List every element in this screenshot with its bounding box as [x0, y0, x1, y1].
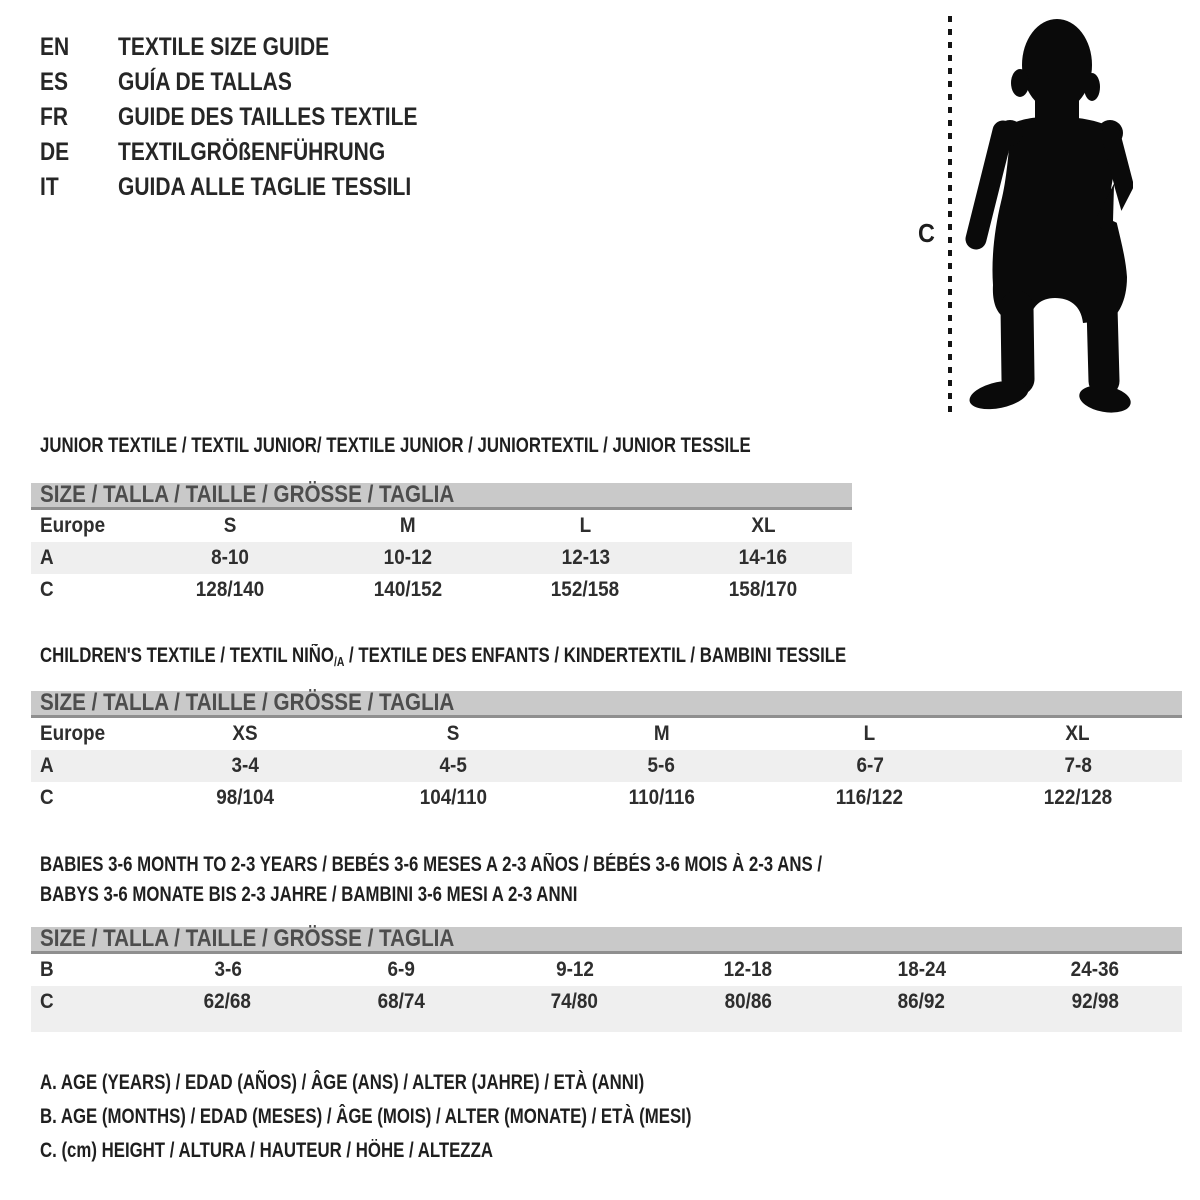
table-cell: 8-10 [210, 546, 249, 569]
size-header-label: SIZE / TALLA / TAILLE / GRÖSSE / TAGLIA [40, 925, 455, 952]
row-label: Europe [40, 722, 106, 745]
table-cell: 110/116 [628, 786, 695, 809]
table-row [31, 954, 1182, 986]
row-label: C [40, 786, 54, 809]
table-row [31, 986, 1182, 1032]
row-label: A [40, 754, 54, 777]
table-cell: 4-5 [439, 754, 467, 777]
language-code: IT [40, 173, 59, 201]
table-cell: 7-8 [1064, 754, 1092, 777]
table-cell: 116/122 [836, 786, 904, 809]
size-table [31, 691, 1182, 814]
table-cell: S [446, 722, 460, 745]
table-cell: 3-4 [231, 754, 259, 777]
guide-title: GUIDA ALLE TAGLIE TESSILI [118, 173, 412, 201]
section-title-line: BABYS 3-6 MONATE BIS 2-3 JAHRE / BAMBINI 3-6 MESI A 2-3 ANNI [40, 883, 578, 906]
table-row [31, 782, 1182, 814]
language-row [40, 170, 475, 205]
language-row [40, 30, 475, 65]
table-cell: 10-12 [383, 546, 432, 569]
size-header-bar [31, 691, 1182, 718]
table-cell: 62/68 [204, 990, 252, 1013]
table-row [31, 542, 852, 574]
table-cell: 5-6 [647, 754, 676, 777]
table-row [31, 510, 852, 542]
row-label: B [40, 958, 54, 981]
table-cell: 68/74 [377, 990, 425, 1013]
table-cell: 86/92 [898, 990, 946, 1013]
table-cell: 18-24 [897, 958, 946, 981]
language-row [40, 100, 475, 135]
table-cell: L [579, 514, 592, 537]
table-cell: 12-13 [561, 546, 610, 569]
table-cell: 6-9 [387, 958, 415, 981]
row-label: Europe [40, 514, 106, 537]
language-code: ES [40, 68, 69, 96]
legend-line-b: B. AGE (MONTHS) / EDAD (MESES) / ÂGE (MOIS) / ALTER (MONATE) / ETÀ (MESI) [40, 1105, 692, 1128]
table-cell: 80/86 [724, 990, 772, 1013]
size-header-bar [31, 483, 852, 510]
table-cell: M [653, 722, 670, 745]
size-header-label: SIZE / TALLA / TAILLE / GRÖSSE / TAGLIA [40, 481, 455, 508]
table-cell: 3-6 [214, 958, 242, 981]
table-cell: 6-7 [856, 754, 884, 777]
section-title-line: BABIES 3-6 MONTH TO 2-3 YEARS / BEBÉS 3-6 MESES A 2-3 AÑOS / BÉBÉS 3-6 MOIS À 2-3 ANS / [40, 853, 823, 876]
language-row [40, 135, 475, 170]
height-marker-label: C [917, 218, 935, 248]
table-cell: 152/158 [551, 578, 620, 601]
section-title-line: JUNIOR TEXTILE / TEXTIL JUNIOR/ TEXTILE JUNIOR / JUNIORTEXTIL / JUNIOR TESSILE [40, 434, 751, 457]
table-cell: XL [751, 514, 776, 537]
size-header-bar [31, 927, 1182, 954]
table-cell: 158/170 [728, 578, 798, 601]
table-cell: L [863, 722, 876, 745]
table-cell: XL [1065, 722, 1090, 745]
guide-title: GUÍA DE TALLAS [118, 68, 292, 96]
legend-line-c: C. (cm) HEIGHT / ALTURA / HAUTEUR / HÖHE / ALTEZZA [40, 1139, 493, 1162]
guide-title: TEXTILE SIZE GUIDE [118, 33, 330, 61]
language-code: EN [40, 33, 70, 61]
table-cell: S [223, 514, 237, 537]
guide-title: TEXTILGRÖßENFÜHRUNG [118, 138, 386, 166]
table-cell: 122/128 [1043, 786, 1113, 809]
language-row [40, 65, 475, 100]
table-cell: 24-36 [1071, 958, 1120, 981]
table-cell: 9-12 [555, 958, 594, 981]
section-title [40, 850, 1018, 910]
legend [40, 1066, 854, 1168]
table-cell: 98/104 [216, 786, 275, 809]
toddler-silhouette-icon [963, 17, 1133, 417]
table-row [31, 718, 1182, 750]
table-cell: 104/110 [419, 786, 487, 809]
guide-title: GUIDE DES TAILLES TEXTILE [118, 103, 418, 131]
language-title-list [40, 30, 475, 205]
row-label: A [40, 546, 54, 569]
table-cell: 12-18 [724, 958, 773, 981]
table-cell: 14-16 [738, 546, 788, 569]
table-cell: M [399, 514, 416, 537]
table-cell: 140/152 [373, 578, 442, 601]
language-code: DE [40, 138, 70, 166]
row-label: C [40, 990, 54, 1013]
table-cell: XS [232, 722, 258, 745]
section-title [40, 646, 1048, 672]
size-table [31, 483, 852, 606]
language-code: FR [40, 103, 68, 131]
size-table [31, 927, 1182, 1032]
legend-line-a: A. AGE (YEARS) / EDAD (AÑOS) / ÂGE (ANS) / ALTER (JAHRE) / ETÀ (ANNI) [40, 1071, 645, 1094]
section-title [40, 436, 928, 456]
height-dashed-line [948, 16, 952, 418]
size-header-label: SIZE / TALLA / TAILLE / GRÖSSE / TAGLIA [40, 689, 455, 716]
table-row [31, 574, 852, 606]
table-cell: 74/80 [551, 990, 599, 1013]
table-cell: 128/140 [195, 578, 265, 601]
row-label: C [40, 578, 54, 601]
table-cell: 92/98 [1071, 990, 1119, 1013]
table-row [31, 750, 1182, 782]
section-title-line: CHILDREN'S TEXTILE / TEXTIL $NIÑO_{/A}$ / TEXTILE DES ENFANTS / KINDERTEXTIL / BAMBINI TESSILE [40, 644, 847, 669]
